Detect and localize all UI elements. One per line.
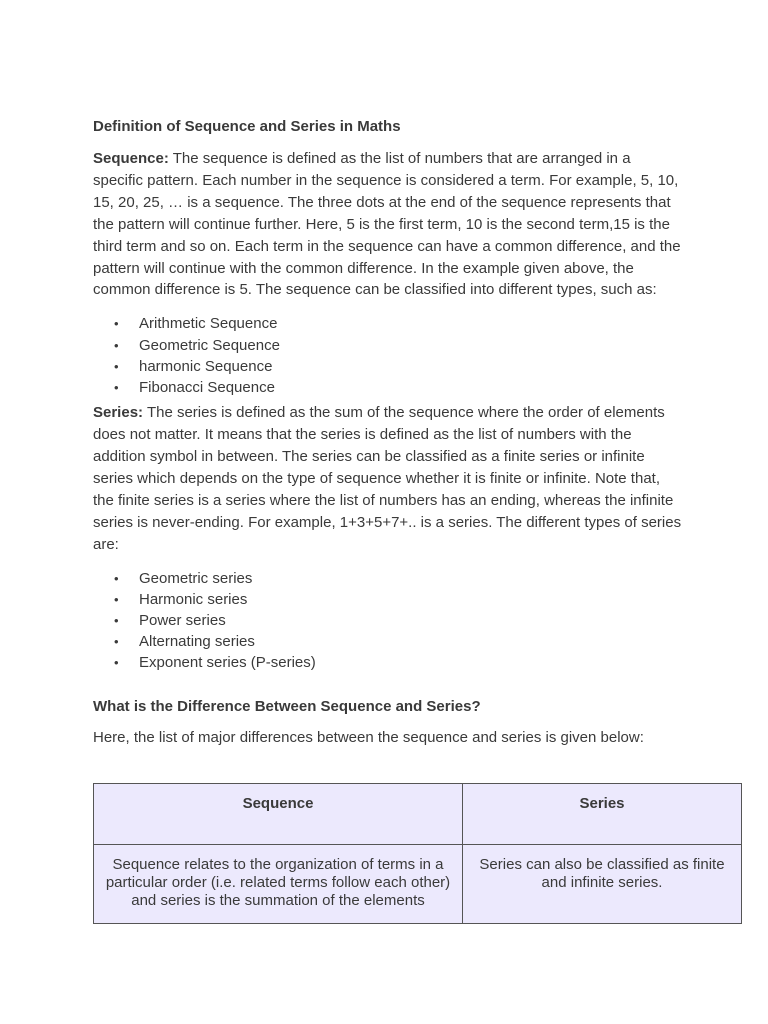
table-header-sequence: Sequence <box>94 784 463 845</box>
series-paragraph <box>93 402 683 555</box>
list-item: • Harmonic series <box>93 589 683 610</box>
series-types-list <box>93 568 683 674</box>
list-item: • harmonic Sequence <box>93 356 683 377</box>
series-text: The series is defined as the sum of the sequence where the order of elements does not matter. It means that the series is defined as the list of numbers with the addition symbol in between. The series can be classified as a finite series or infinite series which depends on the type of sequence whether it is finite or infinite. Note that, the finite series is a series where the list of numbers has an ending, whereas the infinite series is never-ending. For example, 1+3+5+7+.. is a series. The different types of series are: <box>93 404 682 553</box>
list-item: • Power series <box>93 610 683 631</box>
list-item: • Arithmetic Sequence <box>93 313 683 334</box>
heading-difference: What is the Difference Between Sequence and Series? <box>93 697 481 715</box>
list-item: • Geometric series <box>93 568 683 589</box>
list-item: • Geometric Sequence <box>93 335 683 356</box>
table-row <box>94 845 742 924</box>
sequence-text: The sequence is defined as the list of numbers that are arranged in a specific pattern. Each number in the sequence is considered a term. For example, 5, 10, 15, 20, 25, … is a sequence. The three dots at the end of the sequence represents that the pattern will continue further. Here, 5 is the first term, 10 is the second term,15 is the third term and so on. Each term in the sequence can have a common difference, and the pattern will continue with the common difference. In the example given above, the common difference is 5. The sequence can be classified into different types, such as: <box>93 150 681 299</box>
comparison-table <box>93 783 742 924</box>
sequence-label: Sequence: <box>93 150 169 167</box>
article <box>93 117 683 748</box>
list-item: • Alternating series <box>93 631 683 652</box>
series-label: Series: <box>93 404 144 422</box>
heading-definition: Definition of Sequence and Series in Maths <box>93 118 401 135</box>
table-cell: Sequence relates to the organization of terms in a particular order (i.e. related terms follow each other) and series is the summation of the elements <box>94 845 463 924</box>
table-cell: Series can also be classified as finite and infinite series. <box>463 845 742 924</box>
intro-paragraph: Here, the list of major differences between the sequence and series is given below: <box>93 728 644 746</box>
table-header-row <box>94 784 742 845</box>
list-item: • Fibonacci Sequence <box>93 377 683 398</box>
table-header-series: Series <box>463 784 742 845</box>
list-item: • Exponent series (P-series) <box>93 652 683 673</box>
sequence-types-list <box>93 313 683 398</box>
sequence-paragraph <box>93 148 683 301</box>
